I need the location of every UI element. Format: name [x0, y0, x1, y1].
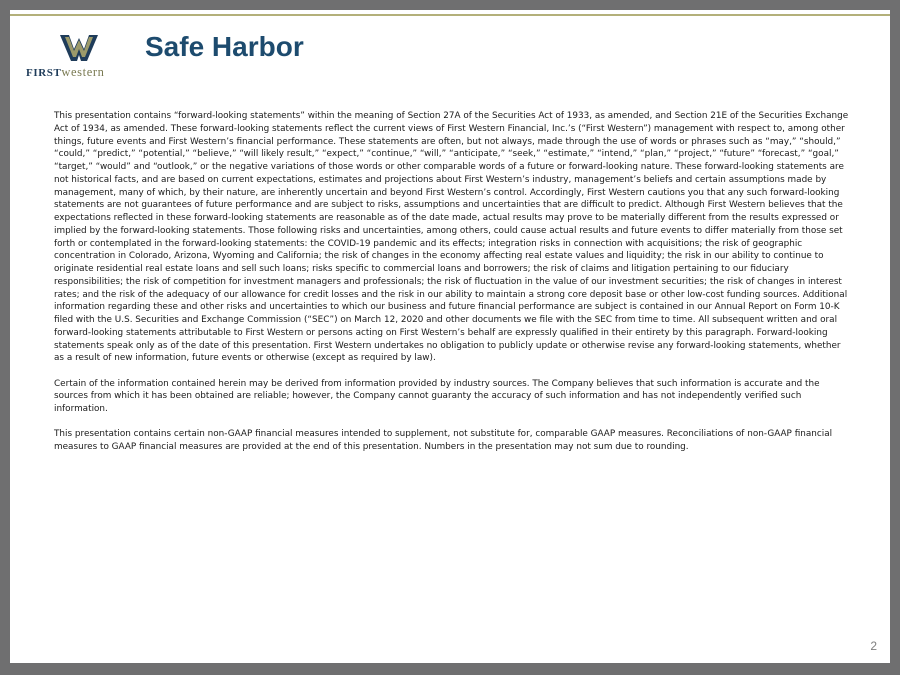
- slide: [10, 10, 890, 663]
- paragraph-forward-looking: This presentation contains “forward-looking statements” within the meaning of Section 27A of the Securities Act of 1933, as amended, and Section 21E of the Securities Exchange Act of 1934, as amended. These forward-looking statements reflect the current views of First Western Financial, Inc.’s (“First Western”) management with respect to, among other things, future events and First Western’s financial performance. These statements are often, but not always, made through the use of words or phrases such as “may,” “should,” “could,” “predict,” “potential,” “believe,” “will likely result,” “expect,” “continue,” “will,” “anticipate,” “seek,” “estimate,” “intend,” “plan,” “project,” “future” “forecast,” “goal,” “target,” “would” and “outlook,” or the negative variations of those words or other comparable words of a future or forward-looking nature. These forward-looking statements are not historical facts, and are based on current expectations, estimates and projections about First Western’s industry, management’s beliefs and certain assumptions made by management, many of which, by their nature, are inherently uncertain and beyond First Western’s control. Accordingly, First Western cautions you that any such forward-looking statements are not guarantees of future performance and are subject to risks, assumptions and uncertainties that are difficult to predict. Although First Western believes that the expectations reflected in these forward-looking statements are reasonable as of the date made, actual results may prove to be materially different from the results expressed or implied by the forward-looking statements. Those following risks and uncertainties, among others, could cause actual results and future events to differ materially from those set forth or contemplated in the forward-looking statements: the COVID-19 pandemic and its effects; integration risks in connection with acquisitions; the risk of geographic concentration in Colorado, Arizona, Wyoming and California; the risk of changes in the economy affecting real estate values and liquidity; the risk in our ability to continue to originate residential real estate loans and sell such loans; risks specific to commercial loans and borrowers; the risk of claims and litigation pertaining to our fiduciary responsibilities; the risk of competition for investment managers and professionals; the risk of fluctuation in the value of our investment securities; the risk of changes in interest rates; and the risk of the adequacy of our allowance for credit losses and the risk in our ability to maintain a strong core deposit base or other low-cost funding sources. Additional information regarding these and other risks and uncertainties to which our business and future financial performance are subject is contained in our Annual Report on Form 10-K filed with the U.S. Securities and Exchange Commission (“SEC”) on March 12, 2020 and other documents we file with the SEC from time to time. All subsequent written and oral forward-looking statements attributable to First Western or persons acting on First Western’s behalf are expressly qualified in their entirety by this paragraph. Forward-looking statements speak only as of the date of this presentation. First Western undertakes no obligation to publicly update or otherwise revise any forward-looking statements, whether as a result of new information, future events or otherwise (except as required by law).: [54, 111, 849, 364]
- paragraph-non-gaap: This presentation contains certain non-GAAP financial measures intended to supplement, not substitute for, comparable GAAP measures. Reconciliations of non-GAAP financial measures to GAAP financial measures are provided at the end of this presentation. Numbers in the presentation may not sum due to rounding.: [54, 429, 833, 452]
- paragraph-industry-sources: Certain of the information contained herein may be derived from information provided by industry sources. The Company believes that such information is accurate and the sources from which it has been obtained are reliable; however, the Company cannot guaranty the accuracy of such information and has not independently verified such information.: [54, 378, 820, 414]
- logo-first-text: FIRST: [26, 67, 62, 79]
- disclaimer-body: [54, 110, 849, 466]
- logo-western-text: western: [61, 65, 105, 79]
- company-logo: [24, 35, 134, 81]
- page-title: Safe Harbor: [145, 31, 304, 62]
- page-number: 2: [870, 639, 877, 653]
- top-divider: [10, 14, 890, 16]
- first-western-w-mark-icon: [60, 35, 98, 61]
- logo-wordmark: [26, 65, 104, 80]
